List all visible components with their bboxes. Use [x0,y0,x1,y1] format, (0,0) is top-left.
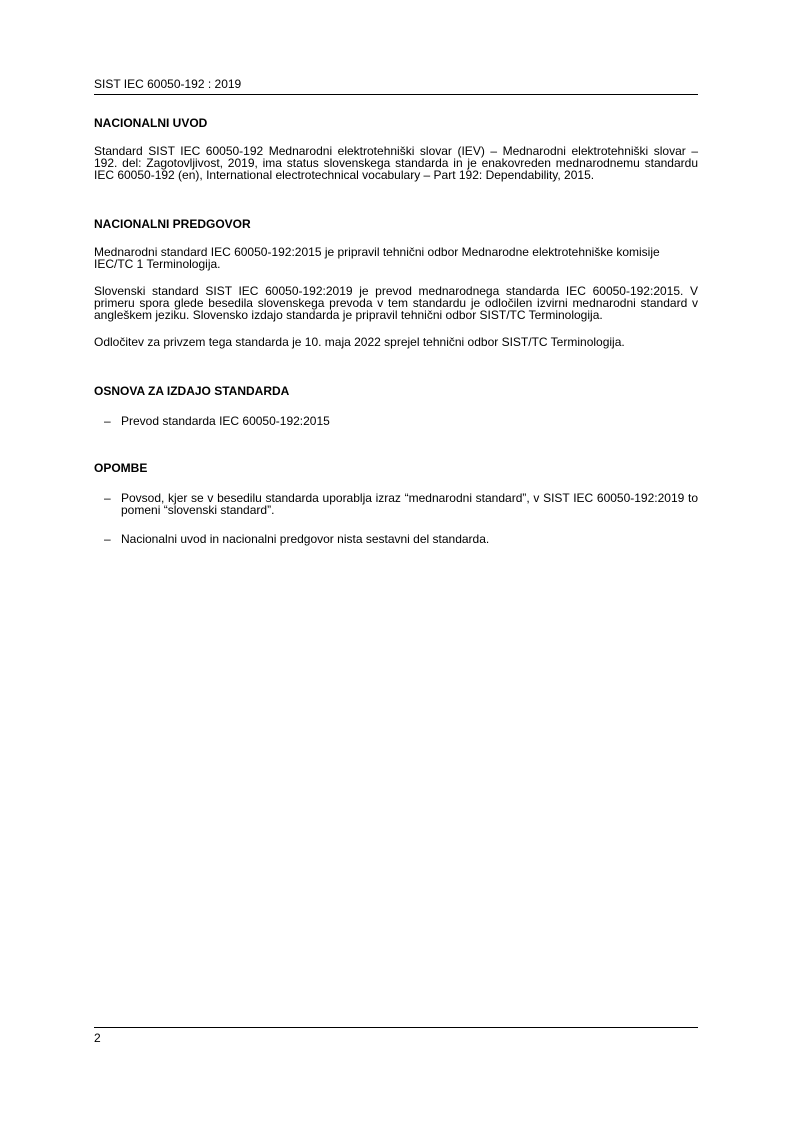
list-dash: – [104,414,111,428]
predgovor-paragraph-3: Odločitev za privzem tega standarda je 10. maja 2022 sprejel tehnični odbor SIST/TC Terminologija. [94,335,625,349]
list-item-text: Prevod standarda IEC 60050-192:2015 [121,414,330,428]
section-title-uvod: NACIONALNI UVOD [94,116,208,130]
list-dash: – [104,491,111,505]
list-item [94,492,698,516]
document-id: SIST IEC 60050-192 : 2019 [94,77,242,91]
page-content [94,116,698,545]
list-dash: – [104,532,111,546]
section-title-osnova: OSNOVA ZA IZDAJO STANDARDA [94,384,290,398]
section-nacionalni-predgovor [94,217,698,348]
section-title-opombe: OPOMBE [94,461,148,475]
uvod-paragraph: Standard SIST IEC 60050-192 Mednarodni elektrotehniški slovar (IEV) – Mednarodni elektrotehniški slovar – 192. del: Zagotovljivost, 2019, ima status slovenskega standarda in je enakovreden mednarodnemu standardu IEC 60050-192 (en), International electrotechnical vocabulary – Part 192: Dependability, 2015. [94,144,698,182]
page-header [94,76,698,95]
list-item [94,533,698,545]
predgovor-paragraph-2: Slovenski standard SIST IEC 60050-192:2019 je prevod mednarodnega standarda IEC 60050-192:2015. V primeru spora glede besedila slovenskega prevoda v tem standardu je odločilen izvirni mednarodni standard v angleškem jeziku. Slovensko izdajo standarda je pripravil tehnični odbor SIST/TC Terminologija. [94,284,698,322]
list-item [94,415,698,427]
page-footer [94,1027,698,1045]
section-title-predgovor: NACIONALNI PREDGOVOR [94,217,251,231]
predgovor-paragraph-1: Mednarodni standard IEC 60050-192:2015 je pripravil tehnični odbor Mednarodne elektrotehniške komisije IEC/TC 1 Terminologija. [94,245,660,271]
section-osnova [94,384,698,427]
section-nacionalni-uvod [94,116,698,181]
page-number: 2 [94,1031,101,1045]
section-opombe [94,461,698,545]
list-item-text: Povsod, kjer se v besedilu standarda uporablja izraz “mednarodni standard”, v SIST IEC 60050-192:2019 to pomeni “slovenski standard”. [121,491,698,517]
list-item-text: Nacionalni uvod in nacionalni predgovor nista sestavni del standarda. [121,532,490,546]
